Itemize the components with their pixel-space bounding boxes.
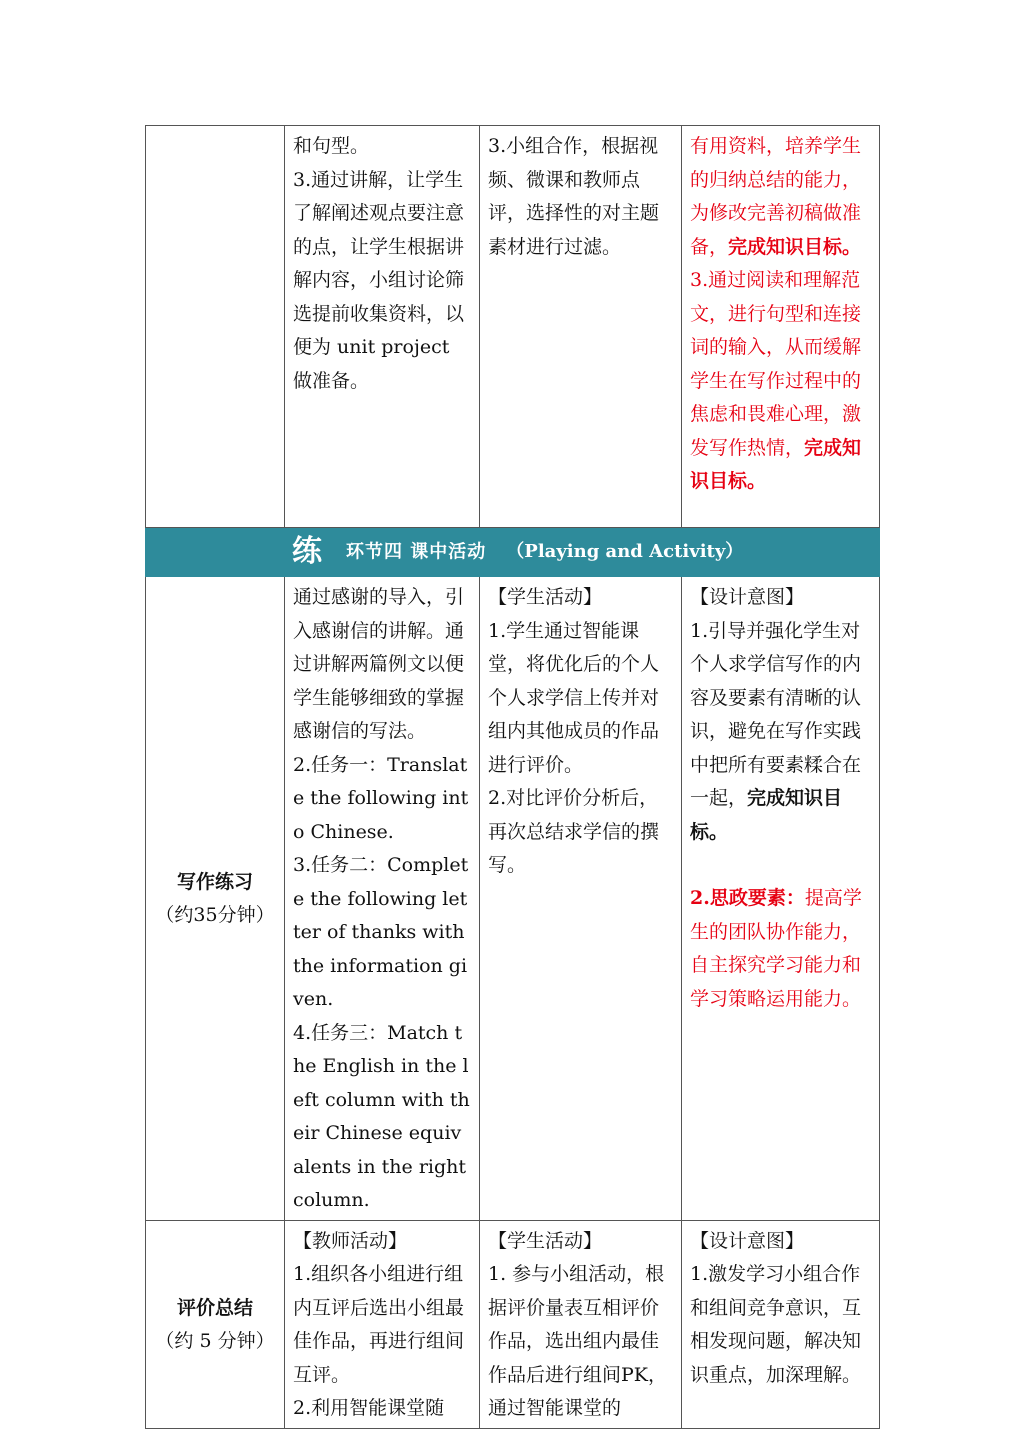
section-char: 练: [292, 534, 322, 570]
student-heading: 【学生活动】: [488, 586, 603, 608]
writing-practice-row: [146, 577, 880, 1221]
section-english-title: （Playing and Activity）: [506, 541, 744, 563]
section-header-row: [146, 528, 880, 577]
ideology-label: 2.思政要素：: [690, 887, 805, 909]
section-title: 环节四 课中活动: [346, 541, 487, 563]
spacer: [690, 849, 871, 882]
lesson-plan-table: [145, 125, 880, 1429]
student-line: 1.学生通过智能课堂，将优化后的个人个人求学信上传并对组内其他成员的作品进行评价。: [488, 619, 660, 776]
ideology-text: [690, 882, 871, 1016]
student-activity-cell: [480, 577, 682, 1221]
stage-cell: [146, 1220, 285, 1428]
student-activity-cell: [480, 1220, 682, 1428]
teacher-line: 2.任务一：Translate the following into Chinese.: [293, 753, 469, 843]
design-heading: 【设计意图】: [690, 586, 805, 608]
design-text: 1.激发学习小组合作和组间竞争意识，互相发现问题，解决知识重点，加深理解。: [690, 1263, 862, 1386]
teacher-line: 1.组织各小组进行组内互评后选出小组最佳作品，再进行组间互评。: [293, 1263, 465, 1386]
design-intent-cell: [682, 126, 880, 528]
teacher-line: 2.利用智能课堂随: [293, 1397, 445, 1419]
stage-name: 评价总结: [176, 1296, 253, 1319]
teacher-line: 3.通过讲解，让学生了解阐述观点要注意的点，让学生根据讲解内容，小组讨论筛选提前收集资料，以便为 unit project 做准备。: [293, 168, 465, 392]
student-activity-cell: [480, 126, 682, 528]
design-text: 有用资料，培养学生的归纳总结的能力，为修改完善初稿做准备，: [690, 135, 862, 258]
design-intent-cell: [682, 577, 880, 1221]
section-header: [146, 528, 880, 577]
teacher-activity-cell: [285, 126, 480, 528]
design-goal-text: 完成知识目标。: [728, 235, 862, 258]
design-goal-text: 完成知识目标。: [690, 787, 843, 843]
design-text-2: [690, 264, 871, 499]
evaluation-row: [146, 1220, 880, 1428]
teacher-line: 3.任务二：Complete the following letter of thanks with the information given.: [293, 854, 469, 1010]
student-line: 3.小组合作，根据视频、微课和教师点评，选择性的对主题素材进行过滤。: [488, 135, 660, 258]
design-text: 3.通过阅读和理解范文，进行句型和连接词的输入，从而缓解学生在写作过程中的焦虑和畏难心理，激发写作热情，: [690, 269, 862, 459]
stage-name: 写作练习: [176, 870, 253, 893]
stage-time: （约 5 分钟）: [155, 1330, 275, 1352]
student-heading: 【学生活动】: [488, 1229, 603, 1252]
teacher-heading: 【教师活动】: [293, 1229, 408, 1252]
continuation-row: [146, 126, 880, 528]
design-intent-cell: [682, 1220, 880, 1428]
design-heading: 【设计意图】: [690, 1229, 805, 1252]
design-goal-text: 完成知识目标。: [690, 436, 862, 492]
ideology-body: 提高学生的团队协作能力，自主探究学习能力和学习策略运用能力。: [690, 887, 862, 1010]
design-text: 1.引导并强化学生对个人求学信写作的内容及要素有清晰的认识，避免在写作实践中把所有要素糅合在一起，: [690, 619, 862, 809]
teacher-line: 4.任务三：Match the English in the left column with their Chinese equivalents in the right column.: [293, 1021, 470, 1211]
stage-cell-empty: [146, 126, 285, 528]
student-line: 2.对比评价分析后，再次总结求学信的撰写。: [488, 787, 660, 876]
teacher-line: 通过感谢的导入，引入感谢信的讲解。通过讲解两篇例文以便学生能够细致的掌握感谢信的写法。: [293, 586, 465, 742]
teacher-activity-cell: [285, 577, 480, 1221]
teacher-activity-cell: [285, 1220, 480, 1428]
student-line: 1. 参与小组活动，根据评价量表互相评价作品，选出组内最佳作品后进行组间PK，通过智能课堂的: [488, 1263, 667, 1419]
teacher-line: 和句型。: [293, 135, 370, 157]
stage-cell: [146, 577, 285, 1221]
stage-time: （约35分钟）: [155, 904, 275, 927]
